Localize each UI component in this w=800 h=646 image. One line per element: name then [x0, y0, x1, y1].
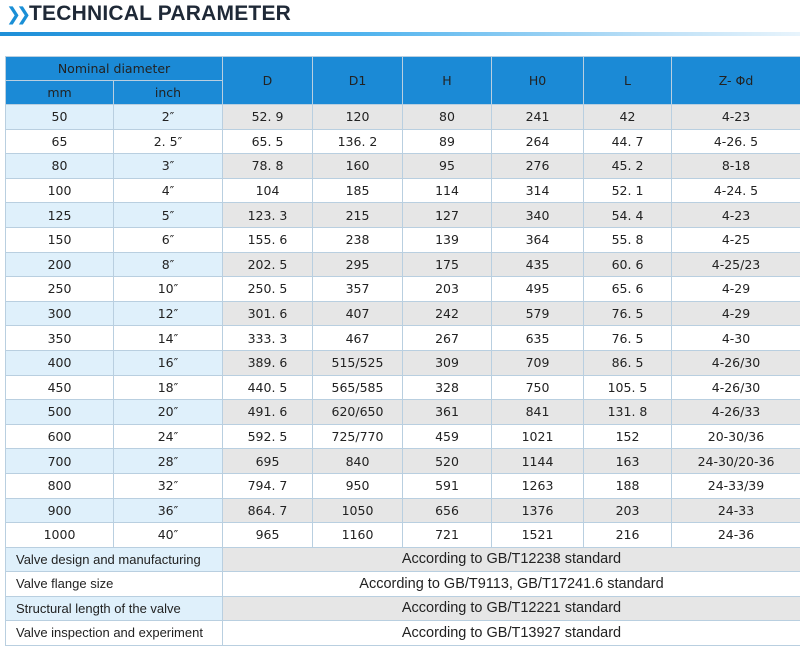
- cell-mm: 350: [6, 326, 114, 351]
- cell-h: 328: [403, 375, 492, 400]
- cell-h: 242: [403, 301, 492, 326]
- cell-z-phi-d: 4-25/23: [672, 252, 800, 277]
- standard-row: [6, 621, 800, 646]
- cell-l: 42: [584, 105, 672, 130]
- table-row: [6, 350, 800, 375]
- table-row: [6, 178, 800, 203]
- standard-row: [6, 596, 800, 621]
- table-row: [6, 105, 800, 130]
- cell-d1: 467: [313, 326, 403, 351]
- cell-l: 52. 1: [584, 178, 672, 203]
- header-d1: D1: [313, 57, 403, 105]
- cell-d: 155. 6: [223, 227, 313, 252]
- cell-h: 139: [403, 227, 492, 252]
- header-inch: inch: [114, 81, 223, 105]
- header-nominal-diameter: Nominal diameter: [6, 57, 223, 81]
- cell-l: 76. 5: [584, 301, 672, 326]
- cell-d1: 120: [313, 105, 403, 130]
- cell-h0: 1144: [492, 449, 584, 474]
- cell-mm: 1000: [6, 523, 114, 548]
- table-row: [6, 498, 800, 523]
- cell-inch: 28″: [114, 449, 223, 474]
- cell-h: 721: [403, 523, 492, 548]
- standard-label: Valve flange size: [6, 572, 223, 597]
- table-row: [6, 301, 800, 326]
- cell-mm: 600: [6, 424, 114, 449]
- cell-h0: 314: [492, 178, 584, 203]
- cell-h: 80: [403, 105, 492, 130]
- header-z-phi-d: Z- Φd: [672, 57, 800, 105]
- section-header: [0, 0, 800, 38]
- cell-d: 965: [223, 523, 313, 548]
- cell-d1: 950: [313, 473, 403, 498]
- cell-h: 656: [403, 498, 492, 523]
- cell-h: 309: [403, 350, 492, 375]
- cell-d1: 160: [313, 154, 403, 179]
- cell-mm: 200: [6, 252, 114, 277]
- cell-d1: 565/585: [313, 375, 403, 400]
- cell-z-phi-d: 20-30/36: [672, 424, 800, 449]
- cell-l: 105. 5: [584, 375, 672, 400]
- cell-inch: 20″: [114, 400, 223, 425]
- cell-d1: 620/650: [313, 400, 403, 425]
- cell-inch: 32″: [114, 473, 223, 498]
- cell-h: 591: [403, 473, 492, 498]
- cell-h0: 264: [492, 129, 584, 154]
- header-mm: mm: [6, 81, 114, 105]
- cell-mm: 500: [6, 400, 114, 425]
- cell-d: 65. 5: [223, 129, 313, 154]
- cell-l: 65. 6: [584, 277, 672, 302]
- cell-l: 163: [584, 449, 672, 474]
- standard-label: Valve inspection and experiment: [6, 621, 223, 646]
- table-row: [6, 227, 800, 252]
- cell-d: 333. 3: [223, 326, 313, 351]
- cell-inch: 40″: [114, 523, 223, 548]
- cell-inch: 4″: [114, 178, 223, 203]
- cell-l: 55. 8: [584, 227, 672, 252]
- table-row: [6, 326, 800, 351]
- cell-inch: 18″: [114, 375, 223, 400]
- header-d: D: [223, 57, 313, 105]
- cell-mm: 700: [6, 449, 114, 474]
- cell-d: 592. 5: [223, 424, 313, 449]
- cell-z-phi-d: 4-29: [672, 277, 800, 302]
- cell-z-phi-d: 4-24. 5: [672, 178, 800, 203]
- cell-inch: 5″: [114, 203, 223, 228]
- cell-l: 203: [584, 498, 672, 523]
- cell-mm: 100: [6, 178, 114, 203]
- cell-z-phi-d: 4-26. 5: [672, 129, 800, 154]
- cell-h0: 635: [492, 326, 584, 351]
- cell-inch: 3″: [114, 154, 223, 179]
- cell-h: 127: [403, 203, 492, 228]
- cell-h0: 1521: [492, 523, 584, 548]
- cell-d1: 407: [313, 301, 403, 326]
- cell-h: 95: [403, 154, 492, 179]
- cell-h: 520: [403, 449, 492, 474]
- cell-mm: 400: [6, 350, 114, 375]
- cell-h0: 1263: [492, 473, 584, 498]
- standard-value: According to GB/T12221 standard: [223, 596, 800, 621]
- cell-mm: 300: [6, 301, 114, 326]
- cell-h: 89: [403, 129, 492, 154]
- cell-z-phi-d: 24-30/20-36: [672, 449, 800, 474]
- standard-label: Valve design and manufacturing: [6, 547, 223, 572]
- cell-z-phi-d: 4-26/30: [672, 350, 800, 375]
- cell-d1: 515/525: [313, 350, 403, 375]
- cell-d: 301. 6: [223, 301, 313, 326]
- standard-row: [6, 547, 800, 572]
- cell-mm: 65: [6, 129, 114, 154]
- table-row: [6, 473, 800, 498]
- cell-l: 188: [584, 473, 672, 498]
- cell-h0: 579: [492, 301, 584, 326]
- cell-d1: 357: [313, 277, 403, 302]
- cell-d1: 185: [313, 178, 403, 203]
- standard-label: Structural length of the valve: [6, 596, 223, 621]
- double-chevron-right-icon: ❯❯: [6, 6, 28, 24]
- header-l: L: [584, 57, 672, 105]
- standard-row: [6, 572, 800, 597]
- cell-inch: 36″: [114, 498, 223, 523]
- cell-l: 131. 8: [584, 400, 672, 425]
- cell-d: 104: [223, 178, 313, 203]
- cell-h0: 340: [492, 203, 584, 228]
- cell-d1: 725/770: [313, 424, 403, 449]
- cell-d: 794. 7: [223, 473, 313, 498]
- cell-l: 86. 5: [584, 350, 672, 375]
- cell-mm: 900: [6, 498, 114, 523]
- cell-z-phi-d: 24-36: [672, 523, 800, 548]
- header-h: H: [403, 57, 492, 105]
- cell-d: 491. 6: [223, 400, 313, 425]
- cell-z-phi-d: 4-30: [672, 326, 800, 351]
- cell-l: 60. 6: [584, 252, 672, 277]
- cell-l: 54. 4: [584, 203, 672, 228]
- table-row: [6, 252, 800, 277]
- cell-h0: 241: [492, 105, 584, 130]
- cell-mm: 50: [6, 105, 114, 130]
- cell-h0: 364: [492, 227, 584, 252]
- table-row: [6, 277, 800, 302]
- cell-h: 203: [403, 277, 492, 302]
- standard-value: According to GB/T12238 standard: [223, 547, 800, 572]
- cell-z-phi-d: 24-33/39: [672, 473, 800, 498]
- cell-d1: 840: [313, 449, 403, 474]
- cell-d: 52. 9: [223, 105, 313, 130]
- cell-h0: 750: [492, 375, 584, 400]
- cell-l: 152: [584, 424, 672, 449]
- cell-inch: 8″: [114, 252, 223, 277]
- cell-mm: 125: [6, 203, 114, 228]
- cell-h0: 495: [492, 277, 584, 302]
- cell-d: 202. 5: [223, 252, 313, 277]
- cell-h: 114: [403, 178, 492, 203]
- cell-h0: 435: [492, 252, 584, 277]
- cell-d: 78. 8: [223, 154, 313, 179]
- table-row: [6, 449, 800, 474]
- cell-h: 459: [403, 424, 492, 449]
- cell-mm: 80: [6, 154, 114, 179]
- cell-h: 175: [403, 252, 492, 277]
- cell-h0: 709: [492, 350, 584, 375]
- title-underline: [0, 32, 800, 36]
- cell-mm: 150: [6, 227, 114, 252]
- cell-h0: 841: [492, 400, 584, 425]
- table-row: [6, 523, 800, 548]
- cell-d: 389. 6: [223, 350, 313, 375]
- cell-d: 864. 7: [223, 498, 313, 523]
- cell-z-phi-d: 8-18: [672, 154, 800, 179]
- parameter-table: [5, 56, 800, 646]
- cell-z-phi-d: 4-26/33: [672, 400, 800, 425]
- cell-d: 695: [223, 449, 313, 474]
- standard-value: According to GB/T9113, GB/T17241.6 standard: [223, 572, 800, 597]
- table-header-row: [6, 57, 800, 81]
- cell-inch: 16″: [114, 350, 223, 375]
- cell-mm: 250: [6, 277, 114, 302]
- cell-l: 44. 7: [584, 129, 672, 154]
- cell-d1: 136. 2: [313, 129, 403, 154]
- cell-h0: 1021: [492, 424, 584, 449]
- cell-d: 123. 3: [223, 203, 313, 228]
- table-row: [6, 400, 800, 425]
- cell-z-phi-d: 4-25: [672, 227, 800, 252]
- table-row: [6, 424, 800, 449]
- cell-mm: 450: [6, 375, 114, 400]
- header-h0: H0: [492, 57, 584, 105]
- cell-inch: 6″: [114, 227, 223, 252]
- cell-h0: 276: [492, 154, 584, 179]
- cell-d1: 295: [313, 252, 403, 277]
- cell-h: 361: [403, 400, 492, 425]
- cell-z-phi-d: 4-23: [672, 203, 800, 228]
- cell-inch: 2″: [114, 105, 223, 130]
- cell-d1: 1160: [313, 523, 403, 548]
- table-row: [6, 154, 800, 179]
- cell-d: 440. 5: [223, 375, 313, 400]
- cell-z-phi-d: 4-26/30: [672, 375, 800, 400]
- page-title: TECHNICAL PARAMETER: [29, 2, 291, 26]
- cell-l: 216: [584, 523, 672, 548]
- cell-z-phi-d: 4-23: [672, 105, 800, 130]
- table-row: [6, 203, 800, 228]
- cell-z-phi-d: 4-29: [672, 301, 800, 326]
- cell-inch: 14″: [114, 326, 223, 351]
- cell-d1: 1050: [313, 498, 403, 523]
- cell-inch: 24″: [114, 424, 223, 449]
- standard-value: According to GB/T13927 standard: [223, 621, 800, 646]
- cell-h: 267: [403, 326, 492, 351]
- cell-z-phi-d: 24-33: [672, 498, 800, 523]
- table-row: [6, 375, 800, 400]
- cell-d1: 238: [313, 227, 403, 252]
- cell-l: 76. 5: [584, 326, 672, 351]
- cell-mm: 800: [6, 473, 114, 498]
- cell-d: 250. 5: [223, 277, 313, 302]
- cell-l: 45. 2: [584, 154, 672, 179]
- table-row: [6, 129, 800, 154]
- cell-inch: 12″: [114, 301, 223, 326]
- cell-h0: 1376: [492, 498, 584, 523]
- cell-inch: 2. 5″: [114, 129, 223, 154]
- cell-inch: 10″: [114, 277, 223, 302]
- cell-d1: 215: [313, 203, 403, 228]
